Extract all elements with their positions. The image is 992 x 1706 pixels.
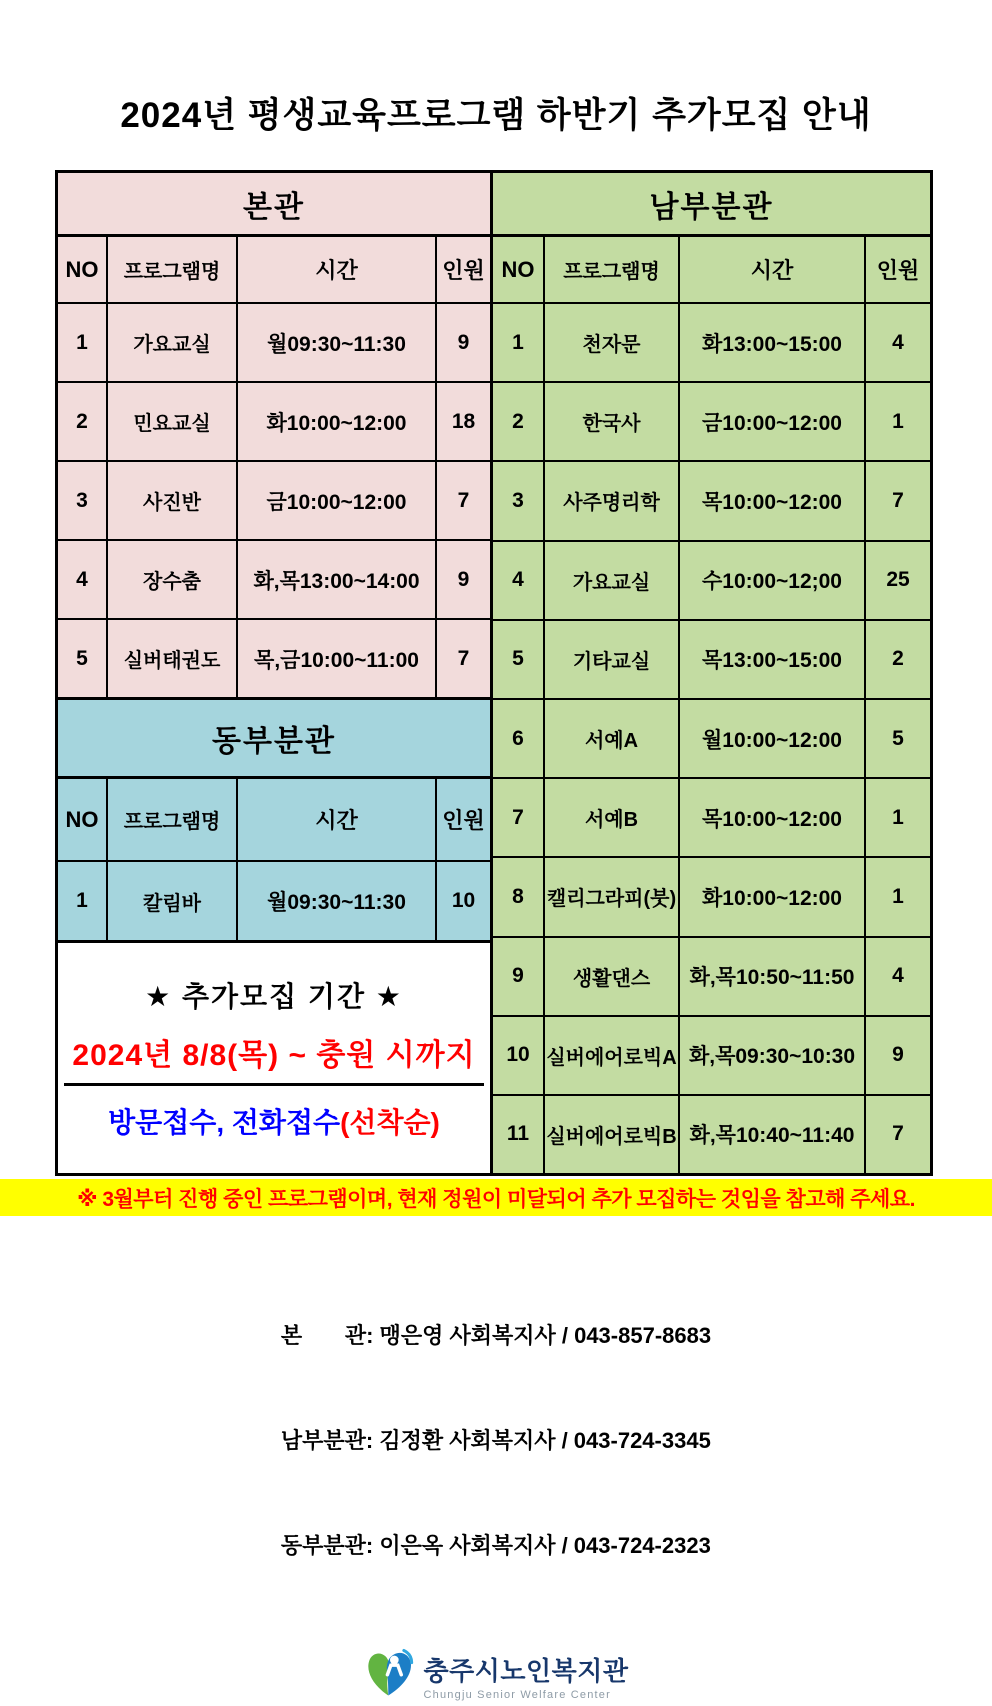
cell-time: 화10:00~12:00 (238, 383, 437, 460)
header-program: 프로그램명 (545, 237, 680, 302)
cell-no: 2 (493, 383, 545, 460)
cell-count: 9 (457, 330, 470, 354)
table-row (493, 936, 930, 1015)
cell-count: 7 (892, 488, 904, 512)
recruit-period-box (55, 940, 493, 1176)
cell-count: 1 (892, 884, 904, 908)
cell-no: 3 (58, 462, 108, 539)
cell-time: 목13:00~15:00 (680, 621, 866, 698)
welfare-center-heart-icon (364, 1645, 416, 1706)
header-count: 인원 (442, 808, 485, 833)
table-row (58, 618, 490, 697)
table-row (58, 460, 490, 539)
table-row (493, 856, 930, 935)
cell-count: 1 (892, 805, 904, 829)
cell-count: 7 (457, 646, 470, 670)
notice-banner: ※ 3월부터 진행 중인 프로그램이며, 현재 정원이 미달되어 추가 모집하는 것임을 참고해 주세요. (0, 1179, 992, 1216)
cell-time: 화,목10:50~11:50 (680, 938, 866, 1015)
cell-program: 생활댄스 (545, 938, 680, 1015)
cell-count: 4 (892, 330, 904, 354)
table-main-building (55, 170, 493, 700)
cell-program: 한국사 (545, 383, 680, 460)
header-program: 프로그램명 (108, 779, 238, 860)
cell-count: 25 (886, 568, 910, 592)
cell-count: 18 (451, 409, 476, 433)
table-row (493, 381, 930, 460)
cell-time: 목10:00~12:00 (680, 779, 866, 856)
cell-time: 수10:00~12;00 (680, 542, 866, 619)
cell-no: 7 (493, 779, 545, 856)
contact-info (0, 1248, 992, 1633)
cell-no: 1 (58, 304, 108, 381)
cell-time: 월10:00~12:00 (680, 700, 866, 777)
cell-no: 8 (493, 858, 545, 935)
cell-time: 금10:00~12:00 (238, 462, 437, 539)
cell-no: 11 (493, 1096, 545, 1173)
cell-program: 실버에어로빅B (545, 1096, 680, 1173)
header-no: NO (58, 779, 108, 860)
cell-time: 금10:00~12:00 (680, 383, 866, 460)
cell-time: 화,목10:40~11:40 (680, 1096, 866, 1173)
cell-time: 목10:00~12:00 (680, 462, 866, 539)
cell-program: 캘리그라피(붓) (545, 858, 680, 935)
table-south-title: 남부분관 (493, 173, 930, 237)
table-row (493, 619, 930, 698)
cell-no: 4 (58, 541, 108, 618)
cell-program: 서예A (545, 700, 680, 777)
cell-no: 2 (58, 383, 108, 460)
table-row (493, 540, 930, 619)
cell-no: 1 (58, 862, 108, 940)
cell-program: 민요교실 (108, 383, 238, 460)
table-main-title: 본관 (58, 173, 490, 237)
contact-east: 동부분관: 이은옥 사회복지사 / 043-724-2323 (280, 1533, 711, 1558)
table-row (493, 1015, 930, 1094)
contact-south: 남부분관: 김정환 사회복지사 / 043-724-3345 (280, 1428, 711, 1453)
cell-time: 화10:00~12:00 (680, 858, 866, 935)
cell-program: 실버에어로빅A (545, 1017, 680, 1094)
org-name: 충주시노인복지관 (423, 1655, 629, 1686)
cell-no: 9 (493, 938, 545, 1015)
table-row (58, 302, 490, 381)
cell-count: 7 (892, 1122, 904, 1146)
cell-program: 천자문 (545, 304, 680, 381)
table-row (493, 698, 930, 777)
org-name-english: Chungju Senior Welfare Center (423, 1688, 611, 1701)
header-count: 인원 (876, 258, 920, 283)
table-row (58, 860, 490, 940)
cell-time: 월09:30~11:30 (238, 304, 437, 381)
cell-count: 1 (892, 409, 904, 433)
cell-time: 목,금10:00~11:00 (238, 620, 437, 697)
recruit-period-content (58, 943, 490, 1173)
cell-program: 실버태권도 (108, 620, 238, 697)
contact-main: 본 관: 맹은영 사회복지사 / 043-857-8683 (280, 1323, 712, 1348)
cell-program: 사주명리학 (545, 462, 680, 539)
cell-no: 4 (493, 542, 545, 619)
header-no: NO (58, 237, 108, 302)
table-main-header-row (58, 237, 490, 302)
left-column (55, 170, 493, 1176)
table-row (58, 381, 490, 460)
recruit-method-red: (선착순) (340, 1107, 440, 1138)
table-row (493, 460, 930, 539)
cell-count: 9 (457, 567, 470, 591)
cell-time: 화,목13:00~14:00 (238, 541, 437, 618)
cell-no: 10 (493, 1017, 545, 1094)
cell-count: 2 (892, 647, 904, 671)
cell-time: 월09:30~11:30 (238, 862, 437, 940)
cell-program: 가요교실 (545, 542, 680, 619)
cell-program: 사진반 (108, 462, 238, 539)
cell-no: 1 (493, 304, 545, 381)
table-east-branch (55, 697, 493, 943)
cell-time: 화,목09:30~10:30 (680, 1017, 866, 1094)
table-south-branch (490, 170, 933, 1176)
cell-no: 5 (58, 620, 108, 697)
cell-program: 가요교실 (108, 304, 238, 381)
table-south-header-row (493, 237, 930, 302)
recruit-method (108, 1101, 440, 1141)
table-row (493, 302, 930, 381)
cell-program: 칼림바 (108, 862, 238, 940)
recruit-method-blue: 방문접수, 전화접수 (108, 1107, 341, 1138)
table-row (493, 1094, 930, 1173)
recruit-heading: ★ 추가모집 기간 ★ (145, 981, 403, 1012)
cell-count: 9 (892, 1043, 904, 1067)
cell-program: 서예B (545, 779, 680, 856)
table-east-title: 동부분관 (58, 700, 490, 779)
org-logo (0, 1645, 992, 1706)
cell-count: 4 (892, 964, 904, 988)
header-time: 시간 (680, 237, 866, 302)
cell-program: 장수춤 (108, 541, 238, 618)
cell-time: 화13:00~15:00 (680, 304, 866, 381)
cell-count: 10 (451, 889, 476, 912)
cell-no: 5 (493, 621, 545, 698)
page-title: 2024년 평생교육프로그램 하반기 추가모집 안내 (120, 96, 872, 135)
cell-program: 기타교실 (545, 621, 680, 698)
cell-no: 6 (493, 700, 545, 777)
table-east-header-row (58, 779, 490, 860)
header-time: 시간 (238, 237, 437, 302)
table-row (493, 777, 930, 856)
recruit-period: 2024년 8/8(목) ~ 충원 시까지 (64, 1030, 484, 1086)
cell-no: 3 (493, 462, 545, 539)
header-count: 인원 (442, 258, 485, 283)
tables-layout (55, 170, 992, 1176)
header-program: 프로그램명 (108, 237, 238, 302)
cell-count: 5 (892, 726, 904, 750)
header-time: 시간 (238, 779, 437, 860)
header-no: NO (493, 237, 545, 302)
cell-count: 7 (457, 488, 470, 512)
table-row (58, 539, 490, 618)
